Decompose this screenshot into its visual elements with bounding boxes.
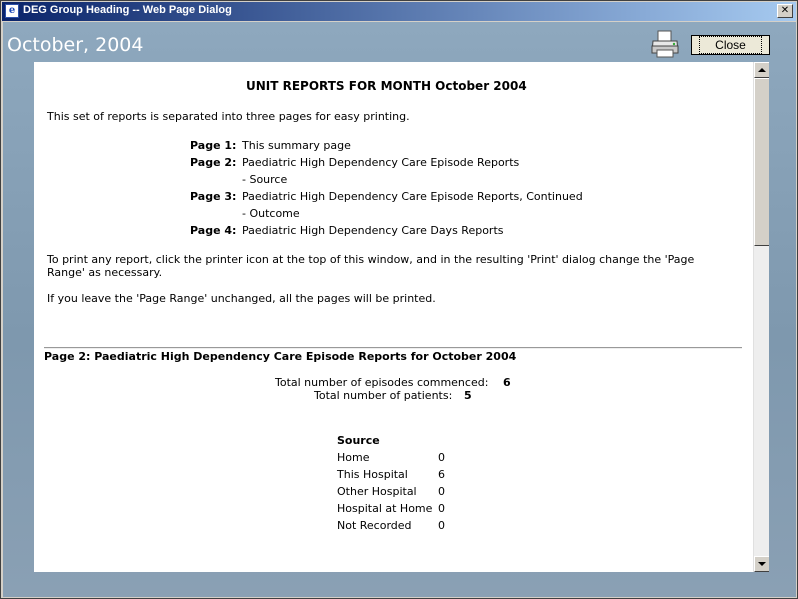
- report-panel: [34, 62, 769, 572]
- source-row-value: 6: [438, 468, 445, 481]
- page-2-label: Page 2:: [190, 156, 237, 169]
- page-4-label: Page 4:: [190, 224, 237, 237]
- source-row-label: Hospital at Home: [337, 502, 433, 515]
- scroll-down-button[interactable]: [754, 556, 769, 572]
- page-1-label: Page 1:: [190, 139, 237, 152]
- section-divider: [44, 347, 742, 349]
- page-3-label: Page 3:: [190, 190, 237, 203]
- scrollbar-thumb[interactable]: [754, 78, 769, 246]
- close-icon[interactable]: ✕: [777, 4, 793, 18]
- source-row-label: This Hospital: [337, 468, 408, 481]
- vertical-scrollbar[interactable]: [753, 62, 769, 572]
- source-row-value: 0: [438, 519, 445, 532]
- close-button[interactable]: [691, 35, 770, 55]
- dialog-client: [3, 22, 796, 597]
- page-4-desc: Paediatric High Dependency Care Days Reports: [242, 224, 504, 237]
- source-row-label: Not Recorded: [337, 519, 412, 532]
- title-bar[interactable]: [2, 2, 796, 21]
- page-range-note: If you leave the 'Page Range' unchanged, all the pages will be printed.: [47, 292, 436, 305]
- source-row-label: Other Hospital: [337, 485, 417, 498]
- close-button-label: Close: [701, 38, 760, 52]
- page-2-sub: - Source: [242, 173, 288, 186]
- ie-page-icon: e: [5, 4, 19, 18]
- page-1-desc: This summary page: [242, 139, 351, 152]
- page-3-sub: - Outcome: [242, 207, 300, 220]
- patients-label: Total number of patients:: [314, 389, 453, 402]
- month-title: October, 2004: [7, 34, 144, 56]
- episodes-value: 6: [503, 376, 511, 389]
- arrow-down-icon: [758, 562, 766, 566]
- source-row-label: Home: [337, 451, 370, 464]
- page-2-desc: Paediatric High Dependency Care Episode Reports: [242, 156, 520, 169]
- page2-heading: Page 2: Paediatric High Dependency Care Episode Reports for October 2004: [44, 350, 517, 363]
- window-title: DEG Group Heading -- Web Page Dialog: [23, 4, 232, 16]
- arrow-up-icon: [758, 68, 766, 72]
- source-row-value: 0: [438, 451, 445, 464]
- source-title: Source: [337, 434, 380, 447]
- source-row-value: 0: [438, 485, 445, 498]
- report-intro: This set of reports is separated into three pages for easy printing.: [47, 110, 410, 123]
- report-content: [34, 62, 753, 572]
- print-instructions-line1: To print any report, click the printer icon at the top of this window, and in the resulting 'Print' dialog change the 'Page: [47, 253, 695, 266]
- scroll-up-button[interactable]: [754, 62, 769, 78]
- episodes-label: Total number of episodes commenced:: [275, 376, 489, 389]
- report-title: UNIT REPORTS FOR MONTH October 2004: [246, 79, 527, 93]
- page-3-desc: Paediatric High Dependency Care Episode Reports, Continued: [242, 190, 583, 203]
- print-instructions-line2: Range' as necessary.: [47, 266, 163, 279]
- printer-icon[interactable]: [650, 29, 680, 59]
- source-row-value: 0: [438, 502, 445, 515]
- patients-value: 5: [464, 389, 472, 402]
